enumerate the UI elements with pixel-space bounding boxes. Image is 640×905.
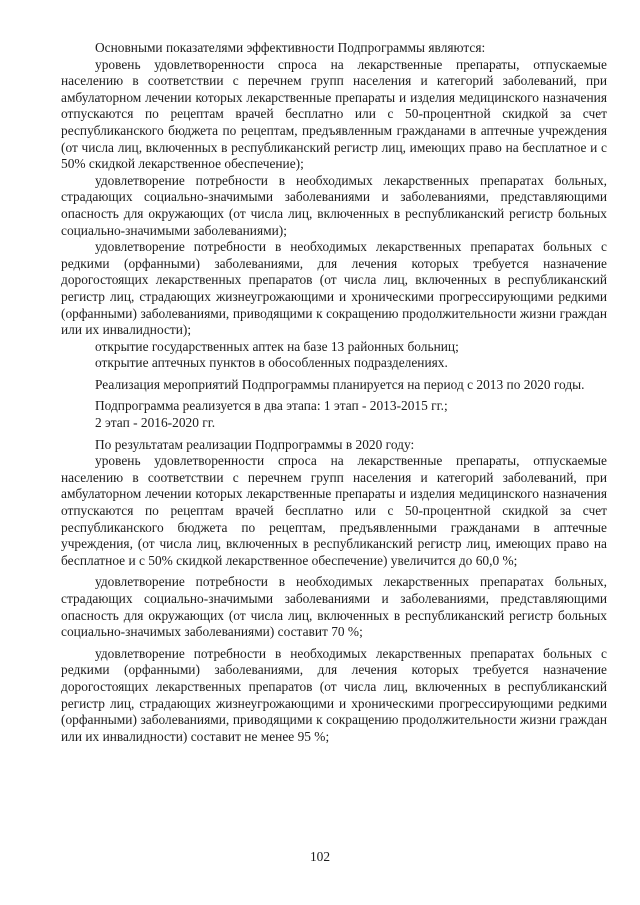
paragraph-indicator-demand-satisfaction: уровень удовлетворенности спроса на лекарственные препараты, отпускаемые населению в соответствии с перечнем групп населения и категорий заболеваний, при амбулаторном лечении которых лекарственные препараты и изделия медицинского назначения отпускаются по рецептам врачей бесплатно или с 50-процентной скидкой за счет республиканского бюджета по рецептам, предъявленным гражданами в аптечные учреждения (от числа лиц, включенных в республиканский регистр лиц, имеющих право на бесплатное и с 50% скидкой лекарственное обеспечение);	[61, 56, 607, 172]
paragraph-implementation-period: Реализация мероприятий Подпрограммы планируется на период с 2013 по 2020 годы.	[95, 376, 585, 392]
paragraph-result-social-diseases: удовлетворение потребности в необходимых лекарственных препаратах больных, страдающих социально-значимыми заболеваниями и заболеваниями, представляющими опасность для окружающих (от числа лиц, включенных в республиканский регистр больных социально-значимых заболеваниями) составит 70 %;	[61, 574, 607, 640]
paragraph-stage-one: Подпрограмма реализуется в два этапа: 1 этап - 2013-2015 гг.;	[95, 398, 448, 414]
paragraph-indicator-orphan-diseases: удовлетворение потребности в необходимых лекарственных препаратах больных с редкими (орфанными) заболеваниями, для лечения которых требуется назначение дорогостоящих лекарственных препаратов (от числа лиц, включенных в республиканский регистр лиц, страдающих жизнеугрожающими и хроническими прогрессирующими редкими (орфанными) заболеваниями, приводящими к сокращению продолжительности жизни граждан или их инвалидности);	[61, 239, 607, 338]
paragraph-indicators-intro: Основными показателями эффективности Подпрограммы являются:	[95, 40, 486, 55]
paragraph-stage-two: 2 этап - 2016-2020 гг.	[95, 415, 216, 431]
paragraph-result-orphan-diseases: удовлетворение потребности в необходимых лекарственных препаратах больных с редкими (орфанными) заболеваниями, для лечения которых требуется назначение дорогостоящих лекарственных препаратов (от числа лиц, включенных в республиканский регистр лиц, страдающих жизнеугрожающими и хроническими прогрессирующими редкими (орфанными) заболеваниями, приводящими к сокращению продолжительности жизни граждан или их инвалидности) составит не менее 95 %;	[61, 645, 607, 744]
paragraph-indicator-pharmacy-points: открытие аптечных пунктов в обособленных подразделениях.	[95, 355, 448, 371]
paragraph-results-intro: По результатам реализации Подпрограммы в 2020 году:	[95, 436, 415, 452]
paragraph-indicator-social-diseases: удовлетворение потребности в необходимых лекарственных препаратах больных, страдающих социально-значимыми заболеваниями и заболеваниями, представляющими опасность для окружающих (от числа лиц, включенных в республиканский регистр больных социально-значимыми заболеваниями);	[61, 172, 607, 238]
paragraph-indicator-state-pharmacies: открытие государственных аптек на базе 13 районных больниц;	[95, 338, 459, 354]
page-number: 102	[309, 849, 331, 864]
paragraph-result-demand-satisfaction: уровень удовлетворенности спроса на лекарственные препараты, отпускаемые населению в соответствии с перечнем групп населения и категорий заболеваний, при амбулаторном лечении которых лекарственные препараты и изделия медицинского назначения отпускаются по рецептам врачей бесплатно или с 50-процентной скидкой за счет республиканского бюджета по рецептам, предъявленными гражданами в аптечные учреждения, (от числа лиц, включенных в республиканский регистр лиц, имеющих право на бесплатное и с 50% скидкой лекарственное обеспечение) увеличится до 60,0 %;	[61, 453, 607, 568]
